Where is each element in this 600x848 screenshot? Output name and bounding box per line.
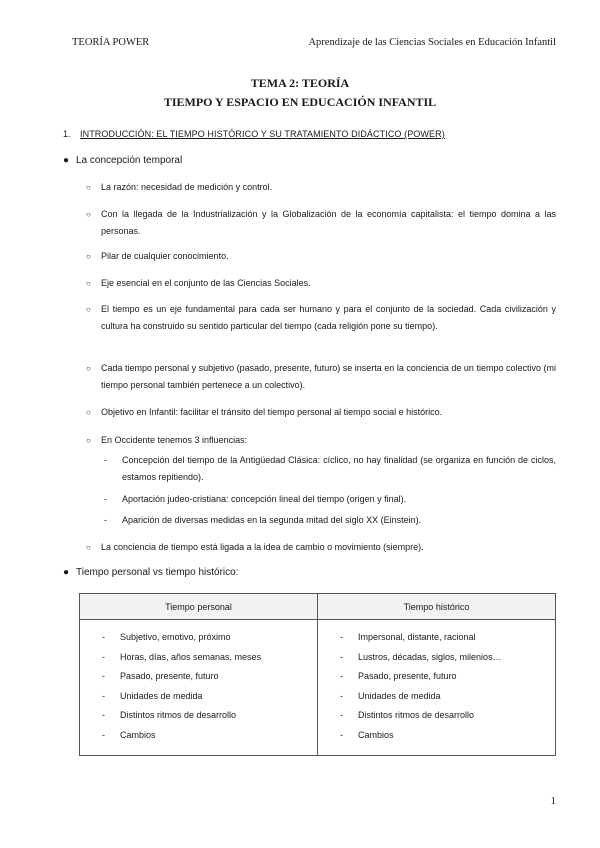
dash-bullet-icon: -	[104, 494, 107, 504]
influence-item: - Aportación judeo-cristiana: concepción lineal del tiempo (origen y final).	[104, 491, 556, 508]
page-header	[72, 37, 556, 51]
document-subtitle: TIEMPO Y ESPACIO EN EDUCACIÓN INFANTIL	[163, 95, 437, 109]
list-item: ○ Cada tiempo personal y subjetivo (pasado, presente, futuro) se inserta en la conciencia de un tiempo colectivo (mi tiempo personal también pertenece a un colectivo).	[86, 360, 556, 394]
dash-bullet-icon: -	[104, 455, 107, 465]
list-item: - Distintos ritmos de desarrollo	[102, 710, 237, 720]
list-item: ○ La razón: necesidad de medición y control.	[86, 179, 556, 196]
comparison-table	[79, 593, 556, 756]
list-item: - Unidades de medida	[340, 690, 441, 701]
section-heading	[63, 129, 445, 139]
circle-bullet-icon: ○	[86, 252, 91, 261]
section-title: INTRODUCCIÓN: EL TIEMPO HISTÓRICO Y SU TRATAMIENTO DIDÁCTICO (POWER)	[80, 129, 445, 139]
circle-bullet-icon: ○	[86, 210, 91, 219]
list-item: ○ Con la llegada de la Industrialización y la Globalización de la economía capitalista: el tiempo domina a las personas.	[86, 206, 556, 240]
list-item: ○ Eje esencial en el conjunto de las Ciencias Sociales.	[86, 275, 556, 292]
page-number: 1	[550, 795, 556, 807]
table-cell-historico	[318, 620, 556, 756]
list-item: - Pasado, presente, futuro	[102, 671, 219, 681]
table-header: Tiempo histórico	[318, 594, 556, 620]
list-item: ○ Pilar de cualquier conocimiento.	[86, 248, 556, 265]
list-item: ○ En Occidente tenemos 3 influencias:	[86, 432, 556, 449]
influence-item: - Aparición de diversas medidas en la segunda mitad del siglo XX (Einstein).	[104, 512, 556, 529]
list-item: - Impersonal, distante, racional	[340, 632, 476, 642]
table-header: Tiempo personal	[80, 594, 318, 620]
bullet-label: La concepción temporal	[76, 155, 183, 166]
table-header-row	[80, 594, 556, 620]
list-item: ○ La conciencia de tiempo está ligada a la idea de cambio o movimiento (siempre).	[86, 539, 556, 556]
section-number: 1.	[63, 129, 71, 139]
list-item: - Lustros, décadas, siglos, milenios…	[340, 651, 502, 662]
table-row	[80, 620, 556, 756]
list-item: - Subjetivo, emotivo, próximo	[102, 632, 231, 642]
circle-bullet-icon: ○	[86, 305, 91, 314]
influence-item: - Concepción del tiempo de la Antigüedad Clásica: cíclico, no hay finalidad (se organiza en función de ciclos, estamos repitiendo).	[104, 452, 556, 486]
bullet-label: Tiempo personal vs tiempo histórico:	[76, 567, 239, 578]
list-item: - Distintos ritmos de desarrollo	[340, 710, 475, 720]
bullet-icon: ●	[63, 567, 70, 578]
list-item: - Pasado, presente, futuro	[340, 671, 457, 681]
dash-bullet-icon: -	[104, 515, 107, 525]
list-item: - Cambios	[102, 729, 156, 740]
header-left: TEORÍA POWER	[72, 37, 150, 48]
circle-bullet-icon: ○	[86, 408, 91, 417]
document-title: TEMA 2: TEORÍA	[250, 76, 350, 90]
list-item: ○ Objetivo en Infantil: facilitar el tránsito del tiempo personal al tiempo social e histórico.	[86, 404, 556, 421]
list-item: - Cambios	[340, 729, 394, 740]
circle-bullet-icon: ○	[86, 364, 91, 373]
table-cell-personal	[80, 620, 318, 756]
list-item: ○ El tiempo es un eje fundamental para cada ser humano y para el conjunto de la sociedad. Cada civilización y cultura ha construido su sentido particular del tiempo (cada religión pone su tiempo).	[86, 301, 556, 335]
circle-bullet-icon: ○	[86, 436, 91, 445]
circle-bullet-icon: ○	[86, 543, 91, 552]
list-item: - Horas, días, años semanas, meses	[102, 651, 262, 662]
circle-bullet-icon: ○	[86, 183, 91, 192]
header-right: Aprendizaje de las Ciencias Sociales en Educación Infantil	[308, 37, 556, 48]
list-item: - Unidades de medida	[102, 690, 203, 701]
circle-bullet-icon: ○	[86, 279, 91, 288]
bullet-concepcion	[63, 155, 182, 166]
bullet-tiempo	[63, 567, 238, 578]
bullet-icon: ●	[63, 155, 70, 166]
